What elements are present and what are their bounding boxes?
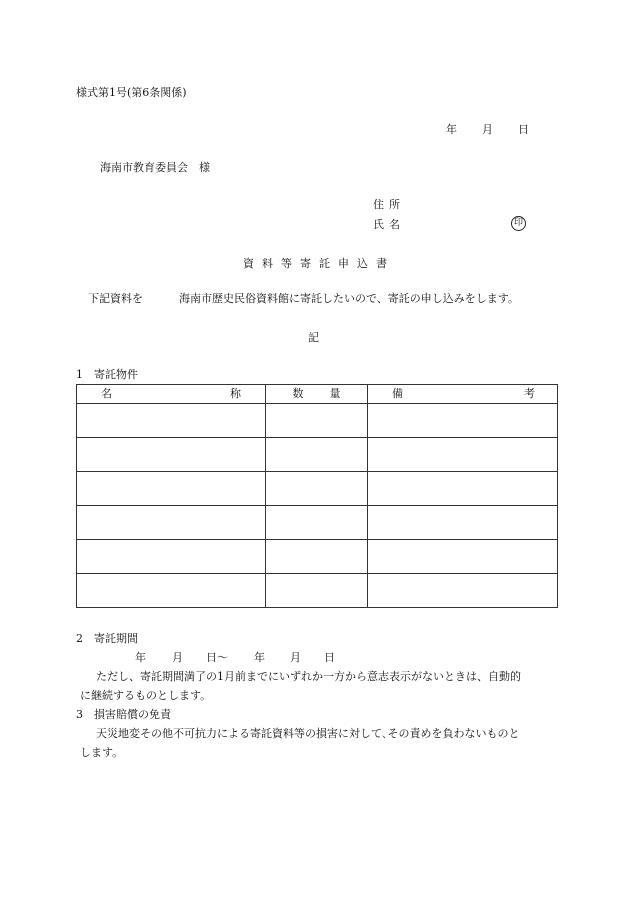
table-cell[interactable] xyxy=(77,438,266,472)
ki-heading: 記 xyxy=(308,331,319,344)
column-remarks xyxy=(368,385,558,404)
column-name-char1: 名 xyxy=(101,387,112,401)
table-cell[interactable] xyxy=(368,404,558,438)
table-cell[interactable] xyxy=(77,404,266,438)
date-year: 年 xyxy=(446,123,457,136)
table-row xyxy=(77,404,558,438)
column-quantity-char2: 量 xyxy=(329,387,341,401)
column-quantity-char1: 数 xyxy=(292,387,304,401)
date-month: 月 xyxy=(482,123,493,136)
column-quantity xyxy=(266,385,368,404)
column-remarks-char2: 考 xyxy=(524,387,535,401)
period-end-year: 年 xyxy=(254,651,265,664)
liability-line1: 天災地変その他不可抗力による寄託資料等の損害に対して､その責めを負わないものと xyxy=(96,727,520,740)
table-cell[interactable] xyxy=(77,506,266,540)
table-row xyxy=(77,540,558,574)
period-start-year: 年 xyxy=(135,651,146,664)
table-cell[interactable] xyxy=(77,574,266,608)
section2-heading: 2 寄託期間 xyxy=(76,632,138,645)
form-number: 様式第1号(第6条関係) xyxy=(76,86,187,99)
table-row xyxy=(77,574,558,608)
table-cell[interactable] xyxy=(266,438,368,472)
addressee: 海南市教育委員会 様 xyxy=(100,161,210,174)
period-end-day: 日 xyxy=(324,651,335,664)
table-cell[interactable] xyxy=(266,404,368,438)
period-end-month: 月 xyxy=(290,651,301,664)
intro-text xyxy=(88,292,519,305)
table-cell[interactable] xyxy=(266,506,368,540)
table-cell[interactable] xyxy=(368,540,558,574)
column-remarks-char1: 備 xyxy=(392,387,403,401)
table-row xyxy=(77,472,558,506)
table-row xyxy=(77,438,558,472)
section1-heading: 1 寄託物件 xyxy=(76,368,138,381)
table-cell[interactable] xyxy=(368,438,558,472)
name-label: 氏名 xyxy=(373,218,405,231)
period-note-line2: に継続するものとします。 xyxy=(80,689,212,702)
table-header-row xyxy=(77,385,558,404)
intro-body: 海南市歴史民俗資料館に寄託したいので、寄託の申し込みをします。 xyxy=(179,292,519,305)
column-name xyxy=(77,385,266,404)
table-cell[interactable] xyxy=(266,574,368,608)
period-start-month: 月 xyxy=(172,651,183,664)
liability-line2: します。 xyxy=(80,746,124,759)
period-start-day: 日〜 xyxy=(206,651,228,664)
table-cell[interactable] xyxy=(266,540,368,574)
table-cell[interactable] xyxy=(77,540,266,574)
date-line xyxy=(446,123,529,136)
column-name-char2: 称 xyxy=(230,387,241,401)
table-row xyxy=(77,506,558,540)
table-cell[interactable] xyxy=(368,574,558,608)
table-cell[interactable] xyxy=(368,506,558,540)
date-day: 日 xyxy=(518,123,529,136)
seal-mark: 印 xyxy=(511,216,526,231)
section3-heading: 3 損害賠償の免責 xyxy=(76,708,171,721)
table-cell[interactable] xyxy=(368,472,558,506)
deposit-period xyxy=(135,651,335,664)
address-label: 住所 xyxy=(373,198,405,211)
intro-lead: 下記資料を xyxy=(88,292,143,305)
document-title: 資料等寄託申込書 xyxy=(243,257,395,270)
table-cell[interactable] xyxy=(266,472,368,506)
period-note-line1: ただし、寄託期間満了の1月前までにいずれか一方から意志表示がないときは、自動的 xyxy=(96,670,521,683)
table-cell[interactable] xyxy=(77,472,266,506)
deposit-items-table xyxy=(76,384,558,608)
